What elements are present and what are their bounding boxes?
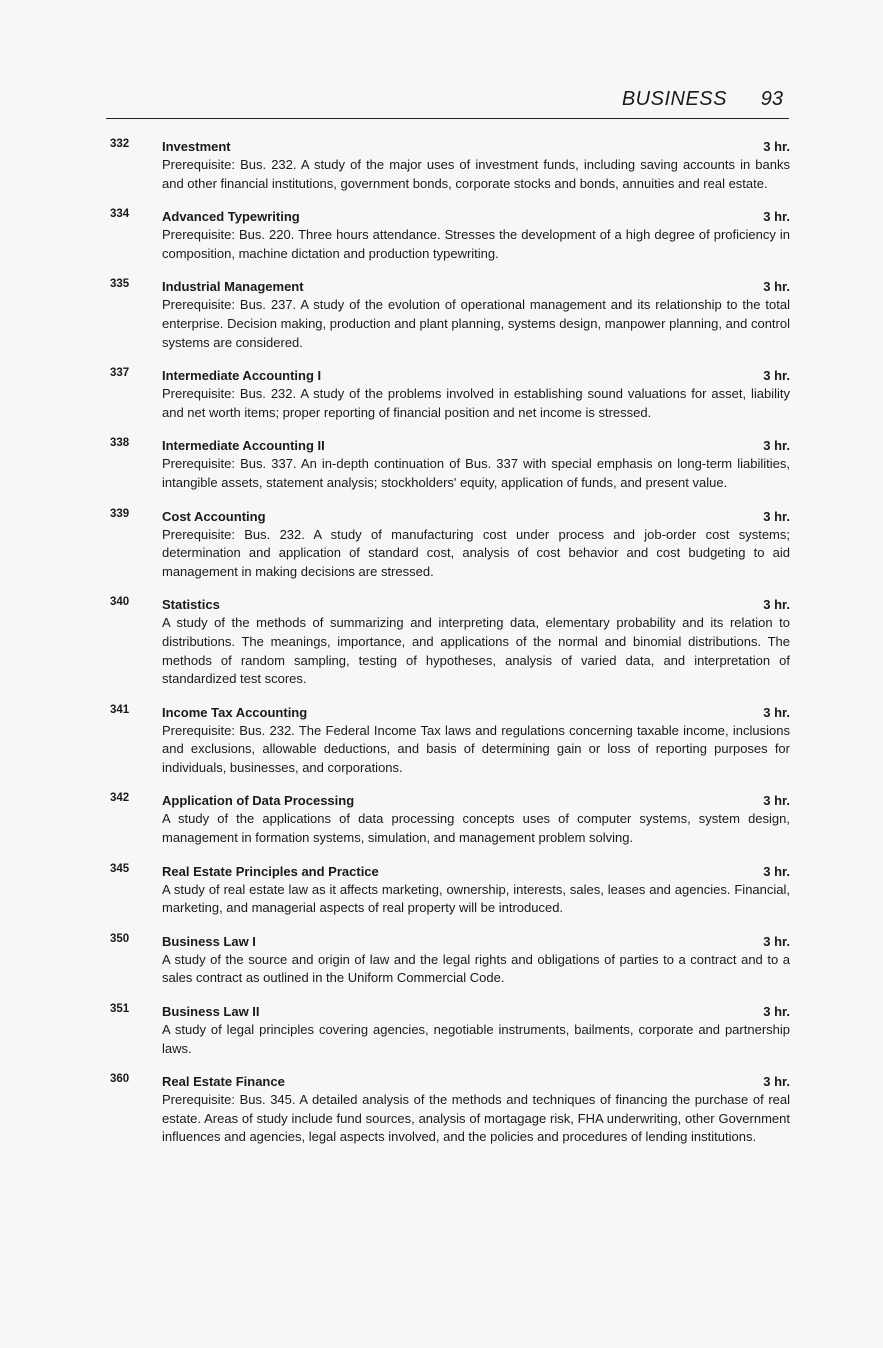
course-number: 342 xyxy=(110,792,130,805)
course-hours: 3 hr. xyxy=(763,597,790,613)
course-title: Real Estate Principles and Practice xyxy=(162,863,379,879)
course-entry xyxy=(110,862,790,918)
course-hours: 3 hr. xyxy=(763,793,790,809)
course-title: Real Estate Finance xyxy=(162,1074,285,1090)
course-description: A study of the methods of summarizing and interpreting data, elementary probability and its relation to distributions. The meanings, importance, and applications of the normal and binomial distributions. The methods of random sampling, testing of hypotheses, analysis of varied data, and interpretation of standardized test scores. xyxy=(162,615,790,687)
course-number: 338 xyxy=(110,437,130,450)
course-description: Prerequisite: Bus. 232. A study of the major uses of investment funds, including saving accounts in banks and other financial institutions, government bonds, corporate stocks and bonds, annuities and real estate. xyxy=(162,157,790,191)
page-header xyxy=(106,88,789,119)
course-description: Prerequisite: Bus. 232. The Federal Income Tax laws and regulations concerning taxable income, inclusions and exclusions, allowable deductions, and basis of determining gain or loss of reporting purposes for individuals, businesses, and corporations. xyxy=(162,722,790,775)
course-title: Intermediate Accounting II xyxy=(162,438,325,454)
course-entry xyxy=(110,366,790,422)
course-description: Prerequisite: Bus. 232. A study of manufacturing cost under process and job-order cost systems; determination and application of standard cost, analysis of cost behavior and cost budgeting to aid management in making decisions are stressed. xyxy=(162,526,790,579)
course-title: Application of Data Processing xyxy=(162,793,355,809)
course-description: A study of the applications of data processing concepts uses of computer systems, system design, management in formation systems, simulation, and management problem solving. xyxy=(162,811,790,846)
course-entry xyxy=(110,1072,790,1147)
course-title: Business Law II xyxy=(162,1004,260,1020)
course-description: Prerequisite: Bus. 237. A study of the evolution of operational management and its relationship to the total enterprise. Decision making, production and plant planning, systems design, manpower planning, and control systems are considered. xyxy=(162,297,790,350)
course-description: A study of the source and origin of law and the legal rights and obligations of parties to a contract and to a sales contract as outlined in the Uniform Commercial Code. xyxy=(162,951,790,986)
course-hours: 3 hr. xyxy=(763,139,790,154)
course-number: 360 xyxy=(110,1073,130,1086)
course-number: 335 xyxy=(110,278,130,291)
course-description: Prerequisite: Bus. 232. A study of the problems involved in establishing sound valuations for asset, liability and net worth items; proper reporting of financial position and net income is stressed. xyxy=(162,386,790,420)
course-hours: 3 hr. xyxy=(763,863,790,879)
course-hours: 3 hr. xyxy=(763,933,790,949)
course-number: 350 xyxy=(110,932,130,945)
course-number: 337 xyxy=(110,367,130,380)
course-description: Prerequisite: Bus. 337. An in-depth continuation of Bus. 337 with special emphasis on long-term liabilities, intangible assets, statement analysis; stockholders' equity, application of funds, and present value. xyxy=(162,456,790,490)
course-entry xyxy=(110,277,790,352)
course-hours: 3 hr. xyxy=(763,279,790,295)
course-entry xyxy=(110,595,790,688)
course-hours: 3 hr. xyxy=(763,209,790,225)
course-entry xyxy=(110,207,790,263)
course-number: 341 xyxy=(110,703,130,716)
course-title: Investment xyxy=(162,139,231,154)
course-entry xyxy=(110,436,790,492)
course-title: Statistics xyxy=(162,597,220,613)
course-hours: 3 hr. xyxy=(763,1004,790,1020)
course-entry xyxy=(110,703,790,778)
course-title: Cost Accounting xyxy=(162,508,266,524)
course-title: Income Tax Accounting xyxy=(162,704,308,720)
course-entry xyxy=(110,932,790,988)
page-number: 93 xyxy=(760,88,783,110)
course-entry xyxy=(110,791,790,847)
course-description: Prerequisite: Bus. 345. A detailed analysis of the methods and techniques of financing the purchase of real estate. Areas of study include fund sources, analysis of mortagage risk, FHA underwriting, other Government influences and agencies, legal aspects involved, and the policies and procedures of lending institutions. xyxy=(162,1092,790,1145)
course-hours: 3 hr. xyxy=(763,438,790,454)
course-entry xyxy=(110,137,790,193)
course-list xyxy=(110,137,790,1161)
course-hours: 3 hr. xyxy=(763,368,790,384)
course-description: A study of real estate law as it affects marketing, ownership, interests, sales, leases and agencies. Financial, marketing, and managerial aspects of real property will be introduced. xyxy=(162,881,790,916)
course-hours: 3 hr. xyxy=(763,704,790,720)
course-title: Intermediate Accounting I xyxy=(162,368,322,384)
course-hours: 3 hr. xyxy=(763,1074,790,1090)
course-description: A study of legal principles covering agencies, negotiable instruments, bailments, corporate and partnership laws. xyxy=(162,1022,790,1056)
course-number: 345 xyxy=(110,862,130,875)
course-entry xyxy=(110,1002,790,1058)
course-title: Advanced Typewriting xyxy=(162,209,300,225)
course-number: 351 xyxy=(110,1003,130,1016)
course-description: Prerequisite: Bus. 220. Three hours attendance. Stresses the development of a high degree of proficiency in composition, machine dictation and production typewriting. xyxy=(162,227,790,261)
course-number: 340 xyxy=(110,596,130,609)
course-number: 334 xyxy=(110,208,130,221)
course-hours: 3 hr. xyxy=(763,508,790,524)
course-number: 339 xyxy=(110,507,130,520)
course-entry xyxy=(110,507,790,582)
course-number: 332 xyxy=(110,138,130,150)
course-title: Industrial Management xyxy=(162,279,304,295)
course-title: Business Law I xyxy=(162,933,256,949)
section-title: BUSINESS xyxy=(621,88,727,110)
